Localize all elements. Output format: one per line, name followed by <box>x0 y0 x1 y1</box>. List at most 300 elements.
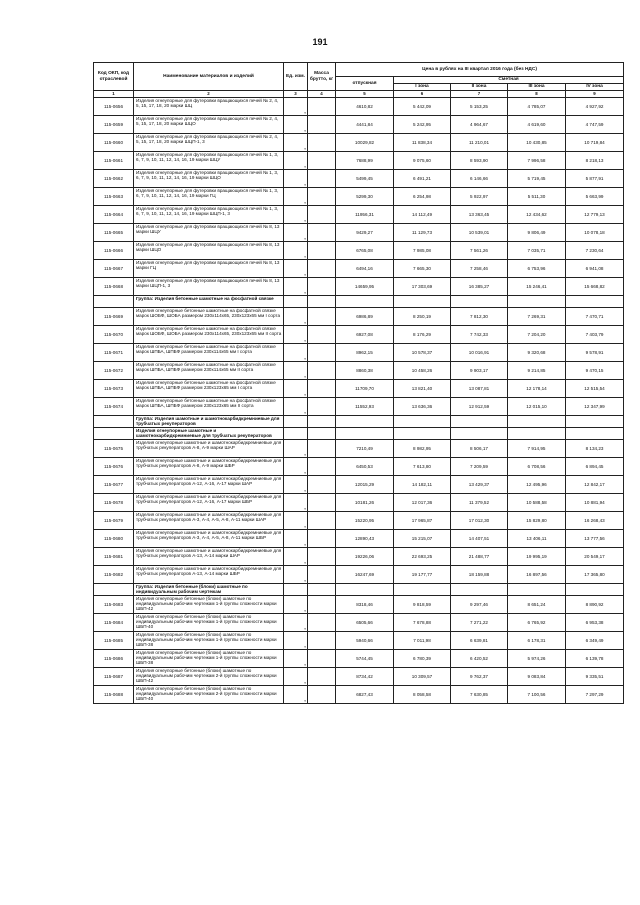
zone1-price-cell: 5 242,95 <box>394 116 451 134</box>
zone4-cell <box>566 296 624 308</box>
unit-cell: т <box>284 494 308 512</box>
header-release: отпускная <box>336 77 394 91</box>
zone1-price-cell: 8 176,29 <box>394 326 451 344</box>
zone1-price-cell: 7 011,98 <box>394 632 451 650</box>
table-row <box>94 548 624 566</box>
table-body <box>94 98 624 704</box>
table-row <box>94 476 624 494</box>
col-number: 9 <box>566 91 624 98</box>
table-row <box>94 344 624 362</box>
zone3-price-cell: 4 619,60 <box>508 116 566 134</box>
zone4-price-cell: 4 747,59 <box>566 116 624 134</box>
release-price-cell: 10181,26 <box>336 494 394 512</box>
zone1-price-cell: 13 636,36 <box>394 398 451 416</box>
zone1-price-cell: 19 177,77 <box>394 566 451 584</box>
name-cell: Изделия огнеупорные шамотные и шамотнокарбидкремниевые для трубчатых рекуператоров А-3, А-4, А-5, А-8, А-11 марки ШАР <box>134 512 284 530</box>
group-row <box>94 416 624 428</box>
mass-cell <box>308 548 336 566</box>
mass-cell <box>308 428 336 440</box>
col-number: 7 <box>451 91 508 98</box>
zone3-cell <box>508 296 566 308</box>
page-number: 191 <box>312 37 328 47</box>
release-price-cell: 19226,06 <box>336 548 394 566</box>
release-price-cell: 6494,16 <box>336 260 394 278</box>
mass-cell <box>308 362 336 380</box>
name-cell: Изделия огнеупорные шамотные и шамотнокарбидкремниевые для трубчатых рекуператоров А-13, А-14 марки ШБР <box>134 566 284 584</box>
name-cell: Изделия огнеупорные бетонные (блоки) шамотные по индивидуальным рабочим чертежам 2-й группы сложности марки ШБП-40 <box>134 686 284 704</box>
zone4-price-cell: 6 894,45 <box>566 458 624 476</box>
table-row <box>94 380 624 398</box>
unit-cell: т <box>284 98 308 116</box>
release-price-cell: 6827,43 <box>336 686 394 704</box>
mass-cell <box>308 116 336 134</box>
name-cell: Изделия огнеупорные для футеровки вращающихся печей № 1, 3, 6, 7, 9, 10, 11, 12, 14, 16, 19 марки ШЦУ <box>134 152 284 170</box>
mass-cell <box>308 686 336 704</box>
mass-cell <box>308 134 336 152</box>
mass-cell <box>308 224 336 242</box>
zone3-price-cell: 12 495,96 <box>508 476 566 494</box>
zone4-price-cell: 6 139,78 <box>566 650 624 668</box>
name-cell: Группа: Изделия шамотные и шамотнокарбидкремниевые для трубчатых рекуператоров <box>134 416 284 428</box>
zone4-cell <box>566 584 624 596</box>
code-cell: 115-0687 <box>94 668 134 686</box>
table-row <box>94 440 624 458</box>
code-cell: 115-0680 <box>94 530 134 548</box>
header-name: Наименование материалов и изделий <box>134 63 284 91</box>
mass-cell <box>308 278 336 296</box>
group-row <box>94 428 624 440</box>
mass-cell <box>308 398 336 416</box>
zone2-price-cell: 11 210,01 <box>451 134 508 152</box>
zone2-price-cell: 7 630,85 <box>451 686 508 704</box>
release-price-cell: 12890,43 <box>336 530 394 548</box>
zone1-price-cell: 17 303,69 <box>394 278 451 296</box>
mass-cell <box>308 650 336 668</box>
release-price-cell: 8734,42 <box>336 668 394 686</box>
zone1-price-cell: 6 780,39 <box>394 650 451 668</box>
mass-cell <box>308 476 336 494</box>
table-row <box>94 206 624 224</box>
release-price-cell: 11709,70 <box>336 380 394 398</box>
zone4-price-cell: 7 297,29 <box>566 686 624 704</box>
zone1-price-cell: 14 182,11 <box>394 476 451 494</box>
name-cell: Изделия огнеупорные для футеровки вращающихся печей № 1, 3, 6, 7, 9, 10, 11, 12, 14, 16, 19 марки ШЦО <box>134 170 284 188</box>
unit-cell: т <box>284 224 308 242</box>
zone3-price-cell: 9 806,49 <box>508 224 566 242</box>
zone2-price-cell: 7 812,30 <box>451 308 508 326</box>
zone3-price-cell: 7 996,58 <box>508 152 566 170</box>
code-cell: 115-0677 <box>94 476 134 494</box>
unit-cell: т <box>284 614 308 632</box>
release-price-cell: 8318,46 <box>336 596 394 614</box>
code-cell: 115-0685 <box>94 632 134 650</box>
mass-cell <box>308 308 336 326</box>
zone3-price-cell: 15 246,41 <box>508 278 566 296</box>
zone1-price-cell: 7 613,80 <box>394 458 451 476</box>
release-price-cell: 11552,93 <box>336 398 394 416</box>
code-cell <box>94 416 134 428</box>
name-cell: Группа: Изделия бетонные (блоки) шамотные по индивидуальным рабочим чертежам <box>134 584 284 596</box>
name-cell: Изделия огнеупорные для футеровки вращающихся печей № 2, 4, 5, 15, 17, 18, 20 марки ШЦ <box>134 98 284 116</box>
mass-cell <box>308 206 336 224</box>
mass-cell <box>308 566 336 584</box>
zone3-price-cell: 6 708,56 <box>508 458 566 476</box>
release-price-cell: 14659,95 <box>336 278 394 296</box>
code-cell: 115-0681 <box>94 548 134 566</box>
mass-cell <box>308 242 336 260</box>
code-cell: 115-0683 <box>94 596 134 614</box>
zone1-price-cell: 17 965,87 <box>394 512 451 530</box>
unit-cell: т <box>284 326 308 344</box>
zone3-price-cell: 9 083,84 <box>508 668 566 686</box>
table-row <box>94 98 624 116</box>
zone3-price-cell: 16 897,56 <box>508 566 566 584</box>
zone1-price-cell: 7 665,30 <box>394 260 451 278</box>
zone2-price-cell: 5 922,97 <box>451 188 508 206</box>
unit-cell: т <box>284 188 308 206</box>
mass-cell <box>308 614 336 632</box>
mass-cell <box>308 170 336 188</box>
release-cell <box>336 296 394 308</box>
mass-cell <box>308 668 336 686</box>
zone1-cell <box>394 296 451 308</box>
release-price-cell: 5940,66 <box>336 632 394 650</box>
code-cell: 115-0688 <box>94 686 134 704</box>
header-zone-3: III зона <box>508 84 566 91</box>
zone1-price-cell: 6 491,21 <box>394 170 451 188</box>
unit-cell <box>284 584 308 596</box>
code-cell <box>94 584 134 596</box>
name-cell: Изделия огнеупорные шамотные и шамотнокарбидкремниевые для трубчатых рекуператоров А-3, А-4, А-5, А-8, А-11 марки ШБР <box>134 530 284 548</box>
code-cell: 115-0669 <box>94 308 134 326</box>
release-price-cell: 11956,31 <box>336 206 394 224</box>
table-row <box>94 278 624 296</box>
release-price-cell: 6986,89 <box>336 308 394 326</box>
code-cell: 115-0666 <box>94 242 134 260</box>
zone2-price-cell: 6 420,52 <box>451 650 508 668</box>
name-cell: Изделия огнеупорные шамотные и шамотнокарбидкремниевые для трубчатых рекуператоров <box>134 428 284 440</box>
zone4-price-cell: 9 335,51 <box>566 668 624 686</box>
zone3-price-cell: 6 753,96 <box>508 260 566 278</box>
unit-cell: т <box>284 548 308 566</box>
unit-cell: т <box>284 116 308 134</box>
unit-cell: т <box>284 206 308 224</box>
code-cell: 115-0661 <box>94 152 134 170</box>
code-cell: 115-0671 <box>94 344 134 362</box>
table-row <box>94 566 624 584</box>
release-price-cell: 8860,38 <box>336 362 394 380</box>
zone4-price-cell: 7 230,64 <box>566 242 624 260</box>
name-cell: Изделия огнеупорные для футеровки вращающихся печей № 2, 4, 5, 15, 17, 18, 20 марки ШЦП-1, 3 <box>134 134 284 152</box>
name-cell: Изделия огнеупорные бетонные (блоки) шамотные по индивидуальным рабочим чертежам 1-й группы сложности марки ШБП-40 <box>134 614 284 632</box>
col-number: 2 <box>134 91 284 98</box>
zone3-price-cell: 8 651,24 <box>508 596 566 614</box>
zone2-price-cell: 18 159,88 <box>451 566 508 584</box>
zone3-price-cell: 5 511,30 <box>508 188 566 206</box>
zone2-price-cell: 8 506,17 <box>451 440 508 458</box>
zone4-price-cell: 12 515,54 <box>566 380 624 398</box>
zone4-price-cell: 15 668,82 <box>566 278 624 296</box>
mass-cell <box>308 530 336 548</box>
release-price-cell: 5744,45 <box>336 650 394 668</box>
zone3-price-cell: 12 178,14 <box>508 380 566 398</box>
zone2-price-cell: 5 153,25 <box>451 98 508 116</box>
zone2-cell <box>451 416 508 428</box>
name-cell: Изделия огнеупорные бетонные (блоки) шамотные по индивидуальным рабочим чертежам 1-й группы сложности марки ШБП-38 <box>134 632 284 650</box>
name-cell: Изделия огнеупорные шамотные и шамотнокарбидкремниевые для трубчатых рекуператоров А-12, А-16, А-17 марки ШБР <box>134 494 284 512</box>
zone2-price-cell: 7 742,33 <box>451 326 508 344</box>
zone3-price-cell: 6 178,31 <box>508 632 566 650</box>
unit-cell: т <box>284 152 308 170</box>
table-row <box>94 152 624 170</box>
code-cell: 115-0686 <box>94 650 134 668</box>
header-code: Код ОКП, код отраслевой <box>94 63 134 91</box>
group-row <box>94 584 624 596</box>
zone4-price-cell: 6 953,38 <box>566 614 624 632</box>
table-row <box>94 224 624 242</box>
zone1-cell <box>394 584 451 596</box>
zone3-cell <box>508 428 566 440</box>
unit-cell: т <box>284 476 308 494</box>
zone1-price-cell: 7 678,88 <box>394 614 451 632</box>
release-price-cell: 6450,53 <box>336 458 394 476</box>
name-cell: Изделия огнеупорные для футеровки вращающихся печей № 1, 3, 6, 7, 9, 10, 11, 12, 14, 16, 19 марки ШЦП-1, 3 <box>134 206 284 224</box>
zone4-price-cell: 6 349,49 <box>566 632 624 650</box>
zone4-price-cell: 8 218,13 <box>566 152 624 170</box>
code-cell: 115-0684 <box>94 614 134 632</box>
mass-cell <box>308 152 336 170</box>
table-row <box>94 362 624 380</box>
zone2-price-cell: 10 016,91 <box>451 344 508 362</box>
unit-cell: т <box>284 458 308 476</box>
mass-cell <box>308 440 336 458</box>
table-row <box>94 668 624 686</box>
zone4-price-cell: 10 881,94 <box>566 494 624 512</box>
header-estimate: Сметная <box>394 77 624 84</box>
zone1-price-cell: 8 058,58 <box>394 686 451 704</box>
code-cell: 115-0656 <box>94 98 134 116</box>
table-row <box>94 398 624 416</box>
name-cell: Группа: Изделия бетонные шамотные на фосфатной связке <box>134 296 284 308</box>
zone2-price-cell: 9 297,46 <box>451 596 508 614</box>
zone2-price-cell: 9 903,17 <box>451 362 508 380</box>
release-price-cell: 4441,84 <box>336 116 394 134</box>
name-cell: Изделия огнеупорные бетонные (блоки) шамотные по индивидуальным рабочим чертежам 1-й группы сложности марки ШБП-38 <box>134 650 284 668</box>
zone3-price-cell: 7 204,20 <box>508 326 566 344</box>
zone4-price-cell: 9 470,15 <box>566 362 624 380</box>
unit-cell: т <box>284 440 308 458</box>
code-cell: 115-0662 <box>94 170 134 188</box>
mass-cell <box>308 326 336 344</box>
mass-cell <box>308 296 336 308</box>
table-row <box>94 614 624 632</box>
zone2-price-cell: 6 146,66 <box>451 170 508 188</box>
zone4-price-cell: 12 842,17 <box>566 476 624 494</box>
release-cell <box>336 584 394 596</box>
zone1-price-cell: 11 838,34 <box>394 134 451 152</box>
unit-cell: т <box>284 170 308 188</box>
zone2-price-cell: 7 271,22 <box>451 614 508 632</box>
table-row <box>94 260 624 278</box>
zone2-price-cell: 7 209,59 <box>451 458 508 476</box>
code-cell: 115-0678 <box>94 494 134 512</box>
zone1-price-cell: 7 985,08 <box>394 242 451 260</box>
mass-cell <box>308 632 336 650</box>
col-number: 5 <box>336 91 394 98</box>
zone3-price-cell: 9 214,85 <box>508 362 566 380</box>
zone2-price-cell: 13 363,45 <box>451 206 508 224</box>
release-price-cell: 5499,45 <box>336 170 394 188</box>
mass-cell <box>308 380 336 398</box>
zone1-price-cell: 10 458,26 <box>394 362 451 380</box>
zone4-price-cell: 10 078,18 <box>566 224 624 242</box>
zone3-price-cell: 19 995,19 <box>508 548 566 566</box>
zone3-price-cell: 7 100,56 <box>508 686 566 704</box>
zone3-price-cell: 5 974,26 <box>508 650 566 668</box>
name-cell: Изделия огнеупорные бетонные (блоки) шамотные по индивидуальным рабочим чертежам 1-й группы сложности марки ШБП-42 <box>134 596 284 614</box>
header-price-group: Цена в рублях на III квартал 2016 года (без НДС) <box>336 63 624 77</box>
name-cell: Изделия огнеупорные шамотные и шамотнокарбидкремниевые для трубчатых рекуператоров А-8, А-9 марки ШАР <box>134 440 284 458</box>
code-cell: 115-0682 <box>94 566 134 584</box>
zone1-price-cell: 13 821,40 <box>394 380 451 398</box>
zone4-price-cell: 7 403,79 <box>566 326 624 344</box>
zone1-price-cell: 14 112,49 <box>394 206 451 224</box>
zone2-price-cell: 4 964,67 <box>451 116 508 134</box>
name-cell: Изделия огнеупорные шамотные и шамотнокарбидкремниевые для трубчатых рекуператоров А-12, А-16, А-17 марки ШАР <box>134 476 284 494</box>
unit-cell: т <box>284 668 308 686</box>
code-cell: 115-0679 <box>94 512 134 530</box>
zone1-cell <box>394 416 451 428</box>
header-unit: Ед. изм. <box>284 63 308 91</box>
code-cell: 115-0659 <box>94 116 134 134</box>
name-cell: Изделия огнеупорные для футеровки вращающихся печей № 8, 13 марки ШЦП-1, 3 <box>134 278 284 296</box>
zone3-cell <box>508 416 566 428</box>
zone2-price-cell: 9 762,37 <box>451 668 508 686</box>
header-zone-2: II зона <box>451 84 508 91</box>
zone3-price-cell: 10 430,85 <box>508 134 566 152</box>
code-cell: 115-0664 <box>94 206 134 224</box>
zone2-price-cell: 10 539,01 <box>451 224 508 242</box>
zone1-price-cell: 11 129,73 <box>394 224 451 242</box>
table-row <box>94 326 624 344</box>
unit-cell: т <box>284 566 308 584</box>
release-price-cell: 8962,15 <box>336 344 394 362</box>
zone1-price-cell: 8 982,95 <box>394 440 451 458</box>
zone3-price-cell: 4 785,07 <box>508 98 566 116</box>
unit-cell: т <box>284 362 308 380</box>
mass-cell <box>308 512 336 530</box>
table-row <box>94 632 624 650</box>
zone1-price-cell: 6 254,98 <box>394 188 451 206</box>
mass-cell <box>308 416 336 428</box>
mass-cell <box>308 596 336 614</box>
zone4-price-cell: 4 927,92 <box>566 98 624 116</box>
zone3-price-cell: 7 035,71 <box>508 242 566 260</box>
release-price-cell: 6927,08 <box>336 326 394 344</box>
code-cell: 115-0676 <box>94 458 134 476</box>
table-row <box>94 116 624 134</box>
zone3-price-cell: 9 320,68 <box>508 344 566 362</box>
unit-cell: т <box>284 278 308 296</box>
zone4-cell <box>566 428 624 440</box>
zone3-price-cell: 13 406,11 <box>508 530 566 548</box>
release-price-cell: 7688,99 <box>336 152 394 170</box>
mass-cell <box>308 260 336 278</box>
table-row <box>94 596 624 614</box>
table-row <box>94 242 624 260</box>
table-row <box>94 512 624 530</box>
unit-cell: т <box>284 512 308 530</box>
code-cell <box>94 428 134 440</box>
zone1-price-cell: 12 017,36 <box>394 494 451 512</box>
zone4-price-cell: 6 941,08 <box>566 260 624 278</box>
zone4-cell <box>566 416 624 428</box>
group-row <box>94 296 624 308</box>
zone4-price-cell: 13 777,56 <box>566 530 624 548</box>
mass-cell <box>308 584 336 596</box>
zone1-price-cell: 10 578,37 <box>394 344 451 362</box>
table-row <box>94 188 624 206</box>
zone2-price-cell: 13 429,37 <box>451 476 508 494</box>
release-price-cell: 5299,30 <box>336 188 394 206</box>
header-zone-4: IV зона <box>566 84 624 91</box>
name-cell: Изделия огнеупорные бетонные шамотные на фосфатной связке марок ШОБФ, ШОБА размером 230x114x65, 230x123x65 мм I сорта <box>134 308 284 326</box>
zone3-price-cell: 7 269,31 <box>508 308 566 326</box>
table-row <box>94 458 624 476</box>
zone2-price-cell: 7 258,46 <box>451 260 508 278</box>
release-price-cell: 9429,27 <box>336 224 394 242</box>
release-price-cell: 10029,82 <box>336 134 394 152</box>
zone4-price-cell: 5 877,91 <box>566 170 624 188</box>
release-price-cell: 7210,49 <box>336 440 394 458</box>
zone4-price-cell: 17 365,80 <box>566 566 624 584</box>
zone1-price-cell: 5 442,09 <box>394 98 451 116</box>
release-cell <box>336 416 394 428</box>
zone2-price-cell: 21 488,77 <box>451 548 508 566</box>
zone2-price-cell: 6 639,81 <box>451 632 508 650</box>
zone1-price-cell: 10 309,57 <box>394 668 451 686</box>
unit-cell: т <box>284 530 308 548</box>
table-row <box>94 530 624 548</box>
unit-cell: т <box>284 632 308 650</box>
unit-cell <box>284 416 308 428</box>
zone2-price-cell: 7 561,26 <box>451 242 508 260</box>
name-cell: Изделия огнеупорные для футеровки вращающихся печей № 1, 3, 6, 7, 9, 10, 11, 12, 14, 16, 19 марки ГЦ <box>134 188 284 206</box>
code-cell: 115-0660 <box>94 134 134 152</box>
unit-cell: т <box>284 308 308 326</box>
code-cell: 115-0675 <box>94 440 134 458</box>
zone3-price-cell: 6 765,92 <box>508 614 566 632</box>
zone4-price-cell: 16 268,43 <box>566 512 624 530</box>
mass-cell <box>308 458 336 476</box>
code-cell: 115-0670 <box>94 326 134 344</box>
table-row <box>94 494 624 512</box>
unit-cell: т <box>284 398 308 416</box>
unit-cell: т <box>284 260 308 278</box>
zone3-price-cell: 7 914,95 <box>508 440 566 458</box>
release-price-cell: 6505,66 <box>336 614 394 632</box>
zone3-price-cell: 5 719,45 <box>508 170 566 188</box>
code-cell: 115-0672 <box>94 362 134 380</box>
unit-cell <box>284 296 308 308</box>
code-cell: 115-0668 <box>94 278 134 296</box>
zone3-price-cell: 12 015,10 <box>508 398 566 416</box>
table-row <box>94 686 624 704</box>
col-number: 8 <box>508 91 566 98</box>
release-price-cell: 12015,29 <box>336 476 394 494</box>
code-cell: 115-0665 <box>94 224 134 242</box>
zone3-price-cell: 12 434,62 <box>508 206 566 224</box>
